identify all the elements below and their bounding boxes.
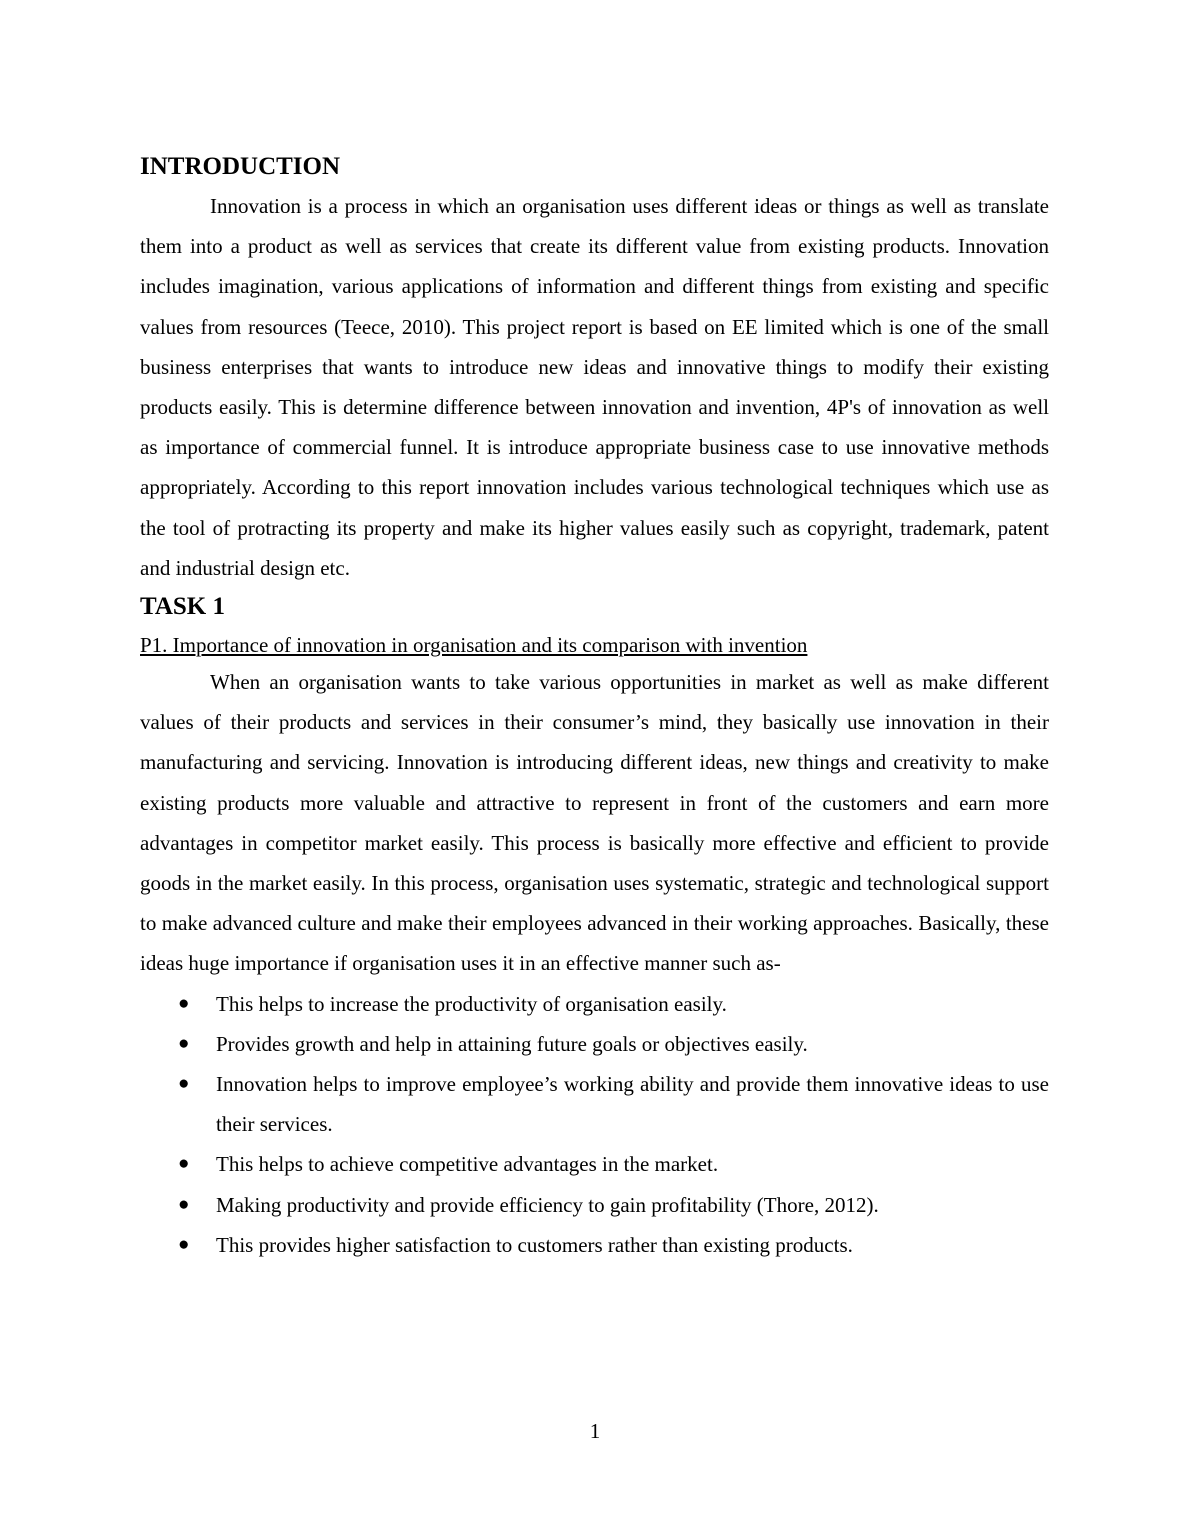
introduction-paragraph: Innovation is a process in which an organisation uses different ideas or things as well as translate them into a product as well as services that create its different value from existing products. Innovation includes imagination, various applications of information and different things from existing and specific values from resources (Teece, 2010). This project report is based on EE limited which is one of the small business enterprises that wants to introduce new ideas and innovative things to modify their existing products easily. This is determine difference between innovation and invention, 4P's of innovation as well as importance of commercial funnel. It is introduce appropriate business case to use innovative methods appropriately. According to this report innovation includes various technological techniques which use as the tool of protracting its property and make its higher values easily such as copyright, trademark, patent and industrial design etc. [140,194,1049,580]
task1-subheading: P1. Importance of innovation in organisation and its comparison with invention [140,633,808,658]
bullet-icon: ● [178,992,190,1014]
list-item [140,1064,1049,1144]
document-page [140,148,1049,1265]
introduction-heading: INTRODUCTION [140,153,341,180]
list-item-text: Provides growth and help in attaining future goals or objectives easily. [216,1031,808,1056]
list-item [140,1024,1049,1064]
list-item [140,1185,1049,1225]
page-number: 1 [589,1419,601,1443]
list-item-text: Making productivity and provide efficiency to gain profitability (Thore, 2012). [216,1192,879,1217]
bullet-icon: ● [178,1193,190,1215]
task1-paragraph: When an organisation wants to take various opportunities in market as well as make different values of their products and services in their consumer’s mind, they basically use innovation in their manufacturing and servicing. Innovation is introducing different ideas, new things and creativity to make existing products more valuable and attractive to represent in front of the customers and earn more advantages in competitor market easily. This process is basically more effective and efficient to provide goods in the market easily. In this process, organisation uses systematic, strategic and technological support to make advanced culture and make their employees advanced in their working approaches. Basically, these ideas huge importance if organisation uses it in an effective manner such as- [140,670,1049,976]
list-item-text: This helps to achieve competitive advantages in the market. [216,1152,719,1177]
bullet-icon: ● [178,1233,190,1255]
list-item-text: This provides higher satisfaction to customers rather than existing products. [216,1232,853,1257]
bullet-icon: ● [178,1073,190,1095]
bullet-icon: ● [178,1153,190,1175]
list-item-text: This helps to increase the productivity of organisation easily. [216,991,727,1016]
list-item [140,1225,1049,1265]
task1-heading: TASK 1 [140,593,225,621]
list-item [140,1144,1049,1184]
task1-bullet-list [140,984,1049,1265]
list-item-text: Innovation helps to improve employee’s working ability and provide them innovative ideas to use their services. [216,1072,1049,1137]
list-item [140,984,1049,1024]
bullet-icon: ● [178,1032,190,1054]
